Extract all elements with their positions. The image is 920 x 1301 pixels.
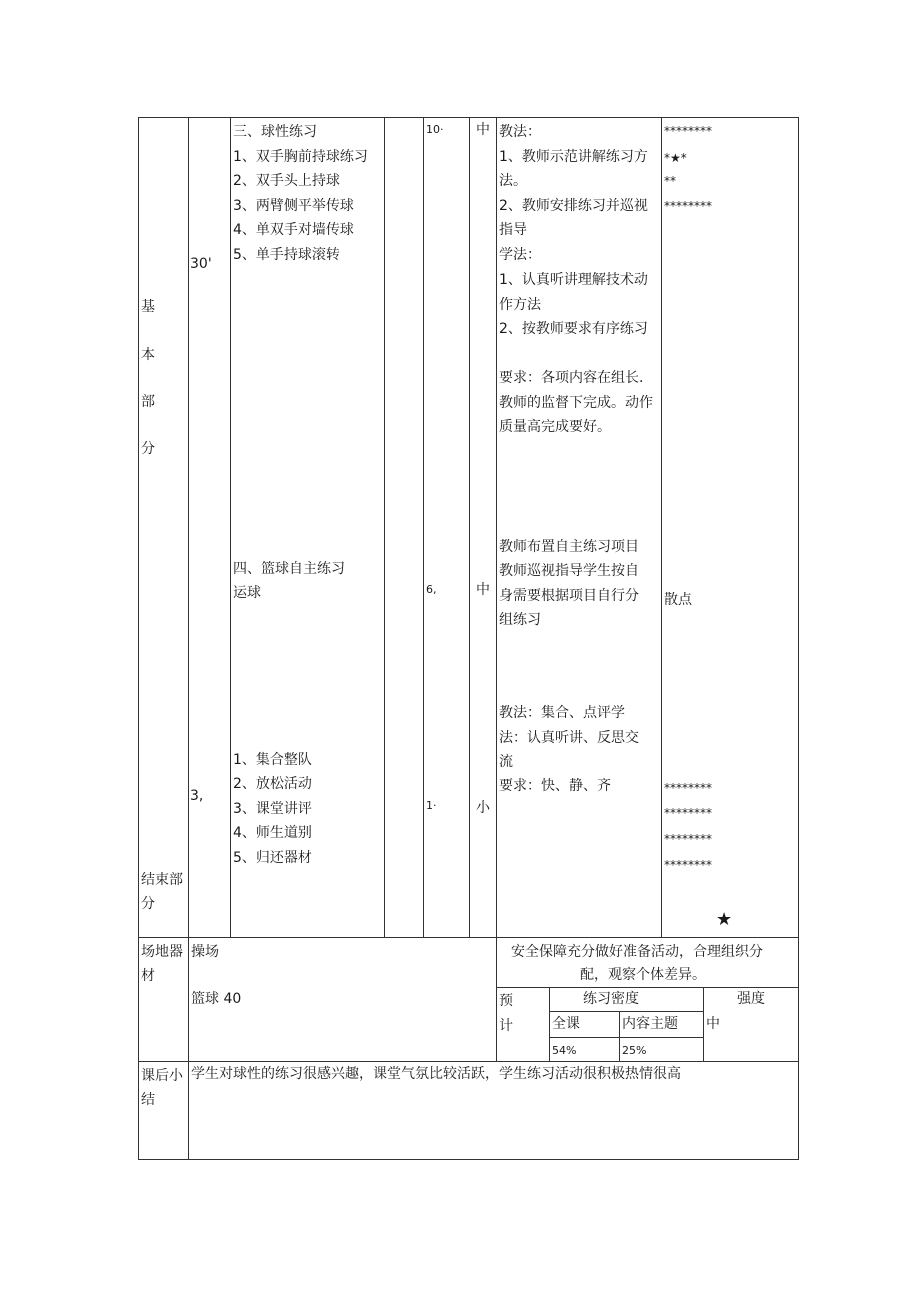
requirement-line: 要求：各项内容在组长. [499,370,644,386]
teacher-star-icon: ★ [716,909,733,930]
col-divider-organization [423,117,424,938]
method-line: 1、教师示范讲解练习方 [499,149,648,165]
end-method-line: 法：认真听讲、反思交 [499,730,639,746]
full-class-value: 54% [552,1044,577,1057]
venue-estimate-divider [549,987,550,1062]
ball-practice-title: 三、球性练习 [233,124,317,140]
end-method-line: 教法：集合、点评学 [499,705,625,721]
self-practice-method-line: 教师布置自主练习项目 [499,539,639,555]
basic-time: 30' [190,256,212,272]
estimate-label-2: 计 [499,1018,513,1034]
end-item: 1、集合整队 [233,752,312,768]
intensity-value: 中 [706,1016,720,1032]
estimate-label-1: 预 [499,993,513,1009]
method-line: 2、教师安排练习并巡视 [499,198,648,214]
content-topic-value: 25% [622,1044,647,1057]
end-item: 4、师生道别 [233,825,312,841]
venue-density-divider [619,1011,620,1062]
end-item: 5、归还器材 [233,850,312,866]
section-end-label-1: 结束部 [141,872,183,888]
density-header: 练习密度 [583,991,639,1007]
density-values-divider [549,1037,703,1038]
method-line: 作方法 [499,297,541,313]
venue-inner-divider [496,987,799,988]
method-line: 指导 [499,222,527,238]
ball-practice-item: 2、双手头上持球 [233,173,340,189]
ball-practice-count: 10· [426,123,444,136]
safety-line: 配，观察个体差异。 [580,967,706,983]
end-intensity: 小 [476,800,490,816]
end-count: 1· [426,799,437,812]
col-divider-count [469,117,470,938]
section-basic-label-1: 基 [141,299,155,315]
summary-label-2: 结 [141,1092,155,1108]
method-line: 学法： [499,247,541,263]
ball-practice-item: 3、两臂侧平举传球 [233,198,354,214]
self-practice-count: 6, [426,583,437,596]
end-item: 3、课堂讲评 [233,801,312,817]
end-formation-line: ******** [664,806,712,820]
table-border-left [138,117,139,1160]
summary-text: 学生对球性的练习很感兴趣，课堂气氛比较活跃，学生练习活动很积极热情很高 [191,1066,681,1082]
self-practice-intensity: 中 [476,582,490,598]
venue-item: 篮球 40 [191,991,242,1007]
full-class-label: 全课 [552,1016,580,1032]
end-formation-line: ******** [664,858,712,872]
method-line: 教法： [499,124,541,140]
ball-practice-item: 4、单双手对墙传球 [233,222,354,238]
venue-intensity-divider [703,987,704,1062]
venue-label-1: 场地器 [141,944,183,960]
self-practice-sub: 运球 [233,585,261,601]
method-line: 1、认真听讲理解技术动 [499,272,648,288]
end-item: 2、放松活动 [233,776,312,792]
end-formation-line: ******** [664,832,712,846]
self-practice-title: 四、篮球自主练习 [233,561,345,577]
self-practice-method-line: 组练习 [499,612,541,628]
end-method-line: 要求：快、静、齐 [499,778,611,794]
venue-label-2: 材 [141,968,155,984]
table-border-right [798,117,799,1160]
method-line: 2、按教师要求有序练习 [499,321,648,337]
density-subheader-divider [549,1011,703,1012]
self-practice-method-line: 身需要根据项目自行分 [499,588,639,604]
requirement-line: 质量高完成要好。 [499,419,611,435]
end-formation-line: ******** [664,781,712,795]
col-divider-content [384,117,385,938]
section-basic-label-3: 部 [141,394,155,410]
table-border-bottom [138,1159,799,1160]
ball-practice-item: 5、单手持球滚转 [233,247,340,263]
content-topic-label: 内容主题 [622,1016,678,1032]
col-divider-method [661,117,662,938]
col-divider-intensity [496,117,497,1062]
end-method-line: 流 [499,754,513,770]
ball-practice-intensity: 中 [476,122,490,138]
row-divider-summary [138,1061,799,1062]
intensity-header: 强度 [737,991,765,1007]
self-practice-formation: 散点 [664,592,692,608]
requirement-line: 教师的监督下完成。动作 [499,395,653,411]
col-divider-time [230,117,231,938]
section-basic-label-4: 分 [141,441,155,457]
section-end-label-2: 分 [141,896,155,912]
section-basic-label-2: 本 [141,347,155,363]
method-line: 法。 [499,173,527,189]
venue-item: 操场 [191,944,219,960]
formation-line: ******** [664,124,712,138]
ball-practice-item: 1、双手胸前持球练习 [233,149,368,165]
formation-line: *★* [664,151,687,165]
safety-line: 安全保障充分做好准备活动，合理组织分 [511,944,763,960]
formation-line: ******** [664,199,712,213]
end-time: 3, [190,788,204,804]
self-practice-method-line: 教师巡视指导学生按自 [499,563,639,579]
formation-line: ** [664,174,676,188]
col-divider-label [188,117,189,1160]
summary-label-1: 课后小 [141,1068,183,1084]
